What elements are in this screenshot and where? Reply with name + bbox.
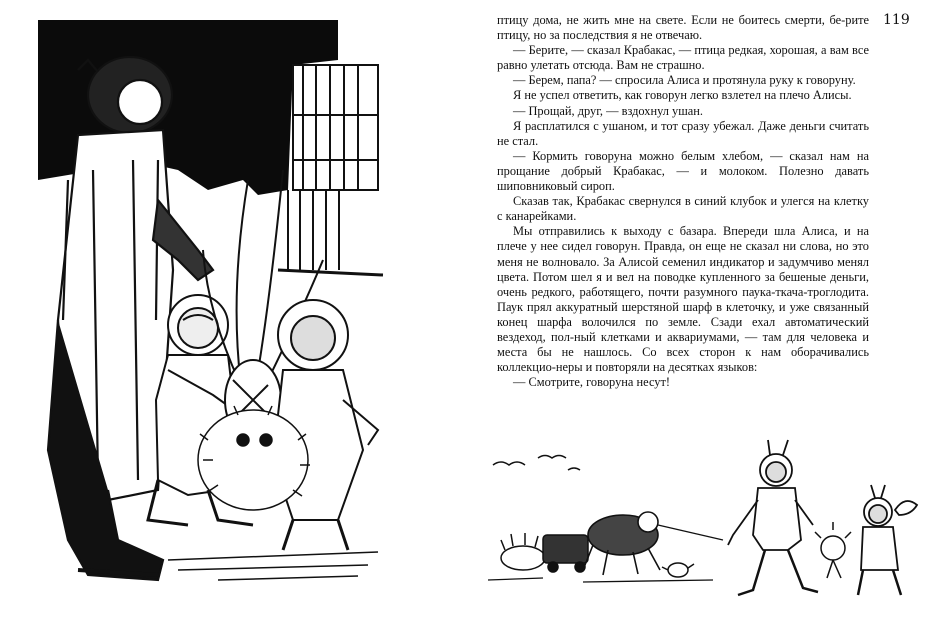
story-text [497,13,869,390]
paragraph: Я расплатился с ушаном, и тот сразу убежал. Даже деньги считать не стал. [497,118,869,148]
paragraph: — Кормить говоруна можно белым хлебом, — сказал нам на прощание добрый Крабакас, — и молоком. Полезно давать шиповниковый сироп. [497,148,869,194]
paragraph: Мы отправились к выходу с базара. Впереди шла Алиса, и на плече у нее сидел говорун. Правда, он еще не сказал ни слова, но это меня не волновало. За Алисой семенил индикатор и задумчиво менял цвета. Потом шел я и вел на поводке купленного за бешеные деньги, очень редкого, работящего, почти разумного паука-ткача-троглодита. Паук прял аккуратный шерстяной шарф в клеточку, и уже связанный конец шарфа волочился по земле. Сзади ехал автоматический вездеход, пол-ный клетками и аквариумами, — там для человека и места бы не нашлось. Со всех сторон к нам оборачивались коллекцио-неры и повторяли на десятках языков: [497,224,869,375]
illustration-astronauts-market [38,20,388,595]
paragraph: — Прощай, друг, — вздохнул ушан. [513,103,704,118]
paragraph: — Смотрите, говоруна несут! [513,375,671,390]
illustration-procession [483,430,923,605]
man-astronaut [728,440,818,595]
paragraph: Сказав так, Крабакас свернулся в синий клубок и улегся на клетку с канарейками. [497,194,869,224]
ground-hatching [168,552,378,580]
paragraph: птицу дома, не жить мне на свете. Если не боитесь смерти, бе-рите птицу, но за последствия я не отвечаю. [497,13,869,43]
girl-with-bird [858,485,917,595]
small-bird [662,563,694,577]
balcony [278,65,383,275]
paragraph: Я не успел ответить, как говорун легко взлетел на плечо Алисы. [513,88,852,103]
indicator-creature [815,522,851,578]
page-number: 119 [883,12,910,28]
right-page [465,0,930,638]
paragraph: — Берите, — сказал Крабакас, — птица редкая, хорошая, а вам все равно улетать отсюда. Вам не страшно. [497,43,869,73]
spider-creature [583,512,723,575]
vehicle-with-cages [501,533,588,572]
paragraph: — Берем, папа? — спросила Алиса и протянула руку к говоруну. [513,73,856,88]
ground-line [488,578,713,582]
flying-birds [493,456,580,471]
